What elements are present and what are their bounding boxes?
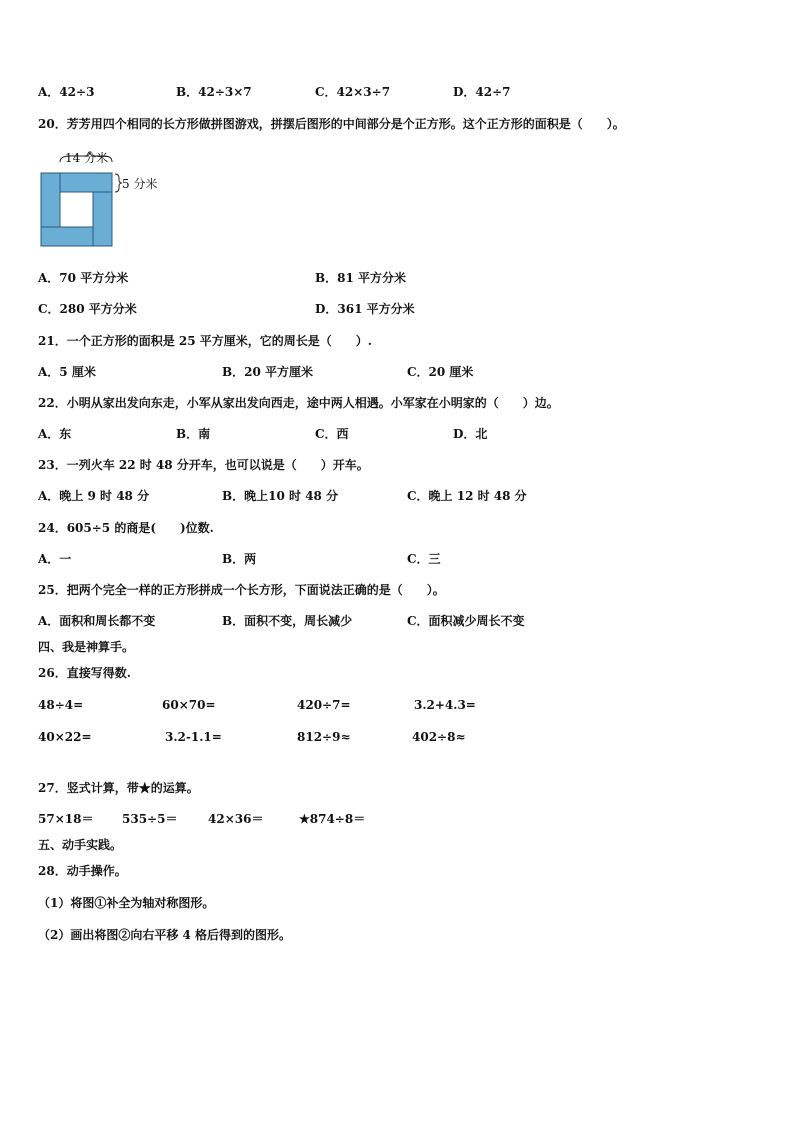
q27-item: 535÷5＝ — [122, 812, 178, 826]
q21-option-a: A．5 厘米 — [38, 365, 96, 379]
q25-stem: 25．把两个完全一样的正方形拼成一个长方形，下面说法正确的是（ ）。 — [38, 583, 445, 597]
q22-option-b: B．南 — [176, 427, 211, 441]
section-4-heading: 四、我是神算手。 — [38, 640, 135, 654]
q26-item: 3.2+4.3= — [414, 698, 476, 712]
q23-stem: 23．一列火车 22 时 48 分开车，也可以说是（ ）开车。 — [38, 458, 369, 472]
q22-option-c: C．西 — [315, 427, 349, 441]
q19-option-d: D．42÷7 — [453, 85, 511, 99]
q27-stem: 27．竖式计算，带★的运算。 — [38, 781, 199, 795]
q28-sub1: （1）将图①补全为轴对称图形。 — [38, 896, 215, 910]
q21-option-b: B．20 平方厘米 — [222, 365, 314, 379]
q20-option-b: B．81 平方分米 — [315, 271, 407, 285]
q20-figure — [38, 148, 168, 250]
q20-figure-side-label: 5 分米 — [122, 177, 158, 191]
q20-option-a: A．70 平方分米 — [38, 271, 129, 285]
section-5-heading: 五、动手实践。 — [38, 838, 123, 852]
q26-item: 812÷9≈ — [297, 730, 351, 744]
q21-option-c: C．20 厘米 — [407, 365, 474, 379]
side-brace — [115, 174, 122, 192]
q23-option-a: A．晚上 9 时 48 分 — [38, 489, 150, 503]
q27-item: ★874÷8＝ — [299, 812, 366, 826]
q19-option-b: B．42÷3×7 — [176, 85, 252, 99]
q24-stem: 24．605÷5 的商是( )位数. — [38, 521, 214, 535]
q20-option-d: D．361 平方分米 — [315, 302, 415, 316]
q28-sub2: （2）画出将图②向右平移 4 格后得到的图形。 — [38, 928, 292, 942]
q26-item: 402÷8≈ — [412, 730, 466, 744]
q27-item: 42×36＝ — [208, 812, 264, 826]
q23-option-c: C．晚上 12 时 48 分 — [407, 489, 527, 503]
inner-square — [60, 192, 93, 227]
q26-item: 40×22= — [38, 730, 92, 744]
q22-stem: 22．小明从家出发向东走，小军从家出发向西走，途中两人相遇。小军家在小明家的（ ）边。 — [38, 396, 559, 410]
q24-option-c: C．三 — [407, 552, 441, 566]
q20-figure-top-label: 14 分米 — [65, 151, 109, 165]
q20-option-c: C．280 平方分米 — [38, 302, 137, 316]
q22-option-d: D．北 — [453, 427, 488, 441]
q24-option-a: A．一 — [38, 552, 72, 566]
q19-option-c: C．42×3÷7 — [315, 85, 391, 99]
q22-option-a: A．东 — [38, 427, 72, 441]
q19-option-a: A．42÷3 — [38, 85, 95, 99]
q25-option-b: B．面积不变，周长减少 — [222, 614, 353, 628]
q25-option-a: A．面积和周长都不变 — [38, 614, 156, 628]
q27-item: 57×18＝ — [38, 812, 94, 826]
q26-item: 60×70= — [162, 698, 216, 712]
q25-option-c: C．面积减少周长不变 — [407, 614, 525, 628]
q28-stem: 28．动手操作。 — [38, 864, 127, 878]
q26-item: 48÷4= — [38, 698, 84, 712]
q21-stem: 21．一个正方形的面积是 25 平方厘米，它的周长是（ ）. — [38, 334, 372, 348]
q26-item: 420÷7= — [297, 698, 351, 712]
q26-stem: 26．直接写得数. — [38, 666, 131, 680]
q26-item: 3.2-1.1= — [165, 730, 222, 744]
q23-option-b: B．晚上10 时 48 分 — [222, 489, 339, 503]
q20-stem: 20．芳芳用四个相同的长方形做拼图游戏，拼摆后图形的中间部分是个正方形。这个正方形的面积是（ ）。 — [38, 117, 625, 131]
q24-option-b: B．两 — [222, 552, 257, 566]
